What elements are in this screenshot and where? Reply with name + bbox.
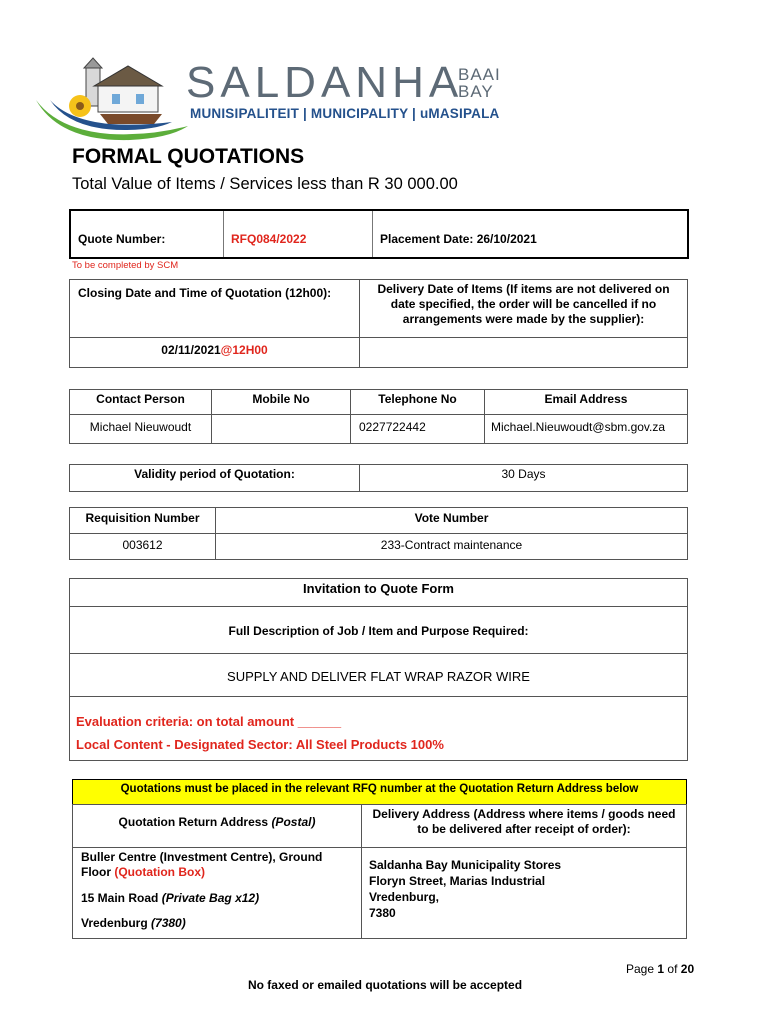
placement-date: Placement Date: 26/10/2021	[380, 232, 537, 246]
return-line-3: Vredenburg (7380)	[81, 916, 186, 930]
evaluation-criteria: Evaluation criteria: on total amount ______	[76, 714, 342, 729]
return-address	[72, 847, 362, 939]
vote-value: 233-Contract maintenance	[215, 533, 688, 560]
return-banner: Quotations must be placed in the relevant RFQ number at the Quotation Return Address below	[72, 779, 687, 805]
contact-header-email: Email Address	[484, 389, 688, 415]
logo-wordmark: SALDANHA	[186, 58, 464, 107]
closing-time: @12H00	[220, 343, 268, 357]
delivery-line-4: 7380	[369, 906, 396, 920]
closing-date-value	[69, 337, 360, 368]
logo-baai: BAAI	[458, 65, 501, 84]
quote-number-label: Quote Number:	[78, 232, 166, 246]
description-label: Full Description of Job / Item and Purpose Required:	[69, 606, 688, 654]
contact-person-value: Michael Nieuwoudt	[69, 414, 212, 444]
validity-value: 30 Days	[359, 464, 688, 492]
quote-divider-1	[223, 211, 224, 257]
local-content: Local Content - Designated Sector: All Steel Products 100%	[76, 737, 444, 752]
municipality-logo	[30, 56, 190, 146]
delivery-line-1: Saldanha Bay Municipality Stores	[369, 858, 562, 872]
document-subtitle: Total Value of Items / Services less than R 30 000.00	[72, 175, 458, 193]
logo-baai-bay	[458, 66, 501, 100]
delivery-address-label: Delivery Address (Address where items / goods need to be delivered after receipt of order):	[361, 804, 687, 848]
requisition-label: Requisition Number	[69, 507, 216, 534]
job-description: SUPPLY AND DELIVER FLAT WRAP RAZOR WIRE	[69, 653, 688, 697]
return-address-label-postal: (Postal)	[271, 815, 316, 829]
delivery-date-value	[359, 337, 688, 368]
requisition-value: 003612	[69, 533, 216, 560]
invitation-title: Invitation to Quote Form	[69, 578, 688, 607]
closing-date: 02/11/2021	[161, 343, 221, 357]
mobile-value	[211, 414, 351, 444]
logo-bay: BAY	[458, 82, 494, 101]
logo-subtitle: MUNISIPALITEIT | MUNICIPALITY | uMASIPALA	[190, 106, 500, 121]
quotation-box-label: (Quotation Box)	[114, 865, 205, 879]
delivery-date-label: Delivery Date of Items (If items are not delivered on date specified, the order will be cancelled if no arrangements were made by the supplier):	[359, 279, 688, 338]
return-line-2: 15 Main Road (Private Bag x12)	[81, 891, 260, 905]
quote-number-value: RFQ084/2022	[231, 232, 307, 246]
quote-divider-2	[372, 211, 373, 257]
scm-note: To be completed by SCM	[72, 260, 179, 271]
contact-header-mobile: Mobile No	[211, 389, 351, 415]
contact-header-person: Contact Person	[69, 389, 212, 415]
return-line-1: Buller Centre (Investment Centre), Ground Floor (Quotation Box)	[81, 850, 323, 879]
closing-date-label: Closing Date and Time of Quotation (12h00):	[69, 279, 360, 338]
validity-label: Validity period of Quotation:	[69, 464, 360, 492]
document-title: FORMAL QUOTATIONS	[72, 145, 305, 168]
delivery-line-2: Floryn Street, Marias Industrial	[369, 874, 546, 888]
return-address-label-text: Quotation Return Address	[118, 815, 269, 829]
return-address-label	[72, 804, 362, 848]
telephone-value: 0227722442	[350, 414, 485, 444]
delivery-address	[361, 847, 687, 939]
contact-header-telephone: Telephone No	[350, 389, 485, 415]
email-value: Michael.Nieuwoudt@sbm.gov.za	[484, 414, 688, 444]
vote-label: Vote Number	[215, 507, 688, 534]
page-number: Page 1 of 20	[626, 962, 695, 976]
delivery-line-3: Vredenburg,	[369, 890, 440, 904]
footer-note: No faxed or emailed quotations will be accepted	[247, 978, 523, 992]
